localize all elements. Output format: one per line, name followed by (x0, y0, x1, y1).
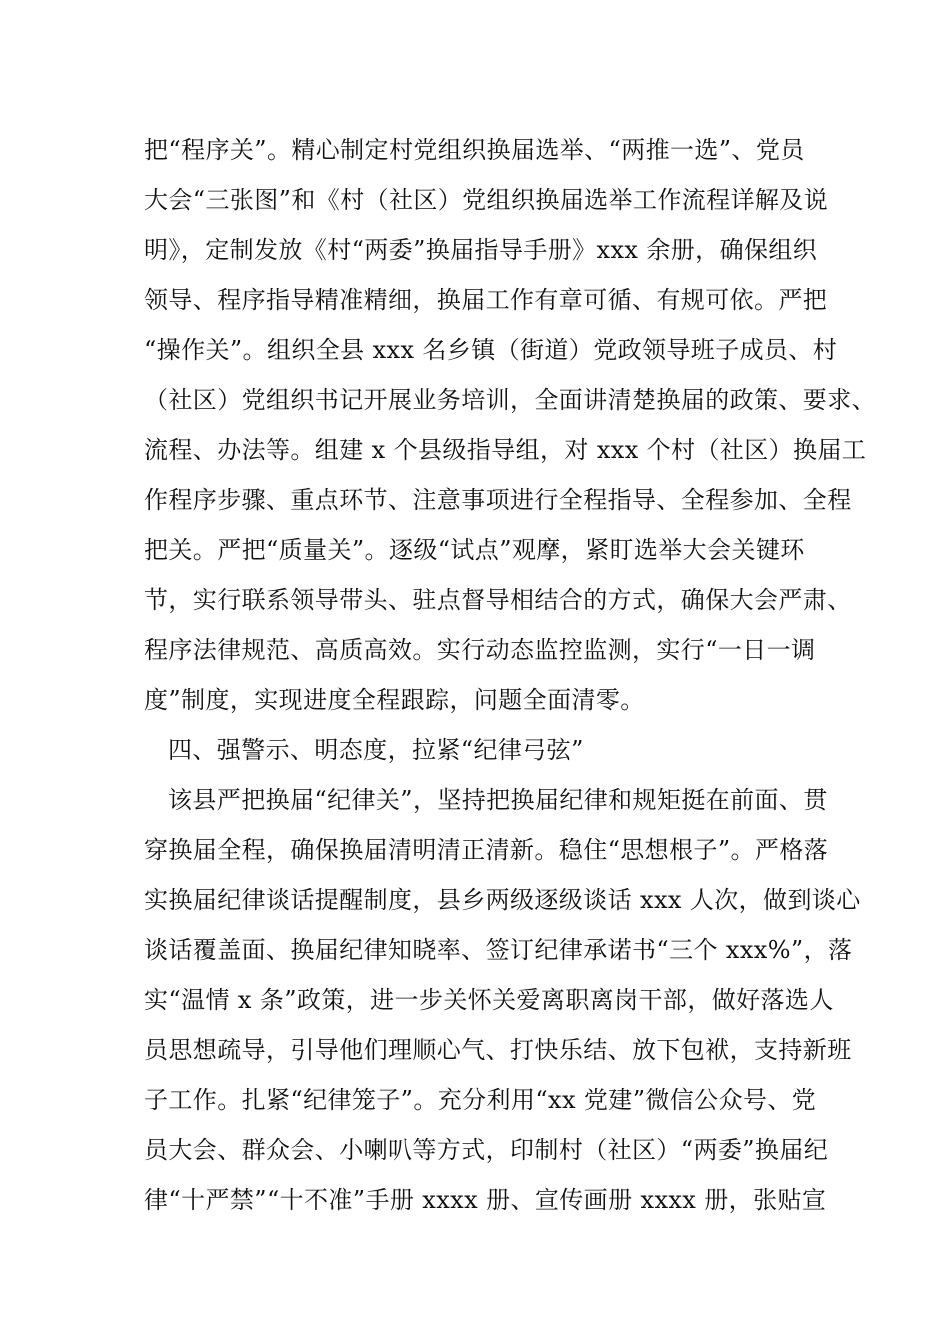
paragraph-line: 度”制度，实现进度全程跟踪，问题全面清零。 (144, 686, 645, 714)
paragraph-line: 作程序步骤、重点环节、注意事项进行全程指导、全程参加、全程 (144, 486, 852, 514)
paragraph-line: 子工作。扎紧“纪律笼子”。充分利用“xx 党建”微信公众号、党 (144, 1086, 817, 1114)
paragraph-line: 实“温情 x 条”政策，进一步关怀关爱离职离岗干部，做好落选人 (144, 986, 834, 1014)
paragraph-line: 大会“三张图”和《村（社区）党组织换届选举工作流程详解及说 (144, 186, 829, 214)
paragraph-line: （社区）党组织书记开展业务培训，全面讲清楚换届的政策、要求、 (144, 386, 876, 414)
paragraph-line: 明》，定制发放《村“两委”换届指导手册》xxx 余册，确保组织 (144, 236, 818, 264)
paragraph-line: 穿换届全程，确保换届清明清正清新。稳住“思想根子”。严格落 (144, 836, 829, 864)
paragraph-line: 流程、办法等。组建 x 个县级指导组，对 xxx 个村（社区）换届工 (144, 436, 867, 464)
paragraph-line: 领导、程序指导精准精细，换届工作有章可循、有规可依。严把 (144, 286, 828, 314)
paragraph-line: 把“程序关”。精心制定村党组织换届选举、“两推一选”、党员 (144, 136, 805, 164)
paragraph-line: 谈话覆盖面、换届纪律知晓率、签订纪律承诺书“三个 xxx%”，落 (144, 936, 853, 964)
paragraph-line: 该县严把换届“纪律关”，坚持把换届纪律和规矩挺在前面、贯 (168, 786, 828, 814)
paragraph-line: 员思想疏导，引导他们理顺心气、打快乐结、放下包袱，支持新班 (144, 1036, 852, 1064)
paragraph-line: 把关。严把“质量关”。逐级“试点”观摩，紧盯选举大会关键环 (144, 536, 805, 564)
section-heading: 四、强警示、明态度，拉紧“纪律弓弦” (168, 736, 584, 764)
paragraph-line: 节，实行联系领导带头、驻点督导相结合的方式，确保大会严肃、 (144, 586, 852, 614)
paragraph-line: 程序法律规范、高质高效。实行动态监控监测，实行“一日一调 (144, 636, 816, 664)
paragraph-line: 律“十严禁”“十不准”手册 xxxx 册、宣传画册 xxxx 册，张贴宣 (144, 1186, 827, 1214)
paragraph-line: “操作关”。组织全县 xxx 名乡镇（街道）党政领导班子成员、村 (144, 336, 838, 364)
paragraph-line: 实换届纪律谈话提醒制度，县乡两级逐级谈话 xxx 人次，做到谈心 (144, 886, 861, 914)
paragraph-line: 员大会、群众会、小喇叭等方式，印制村（社区）“两委”换届纪 (144, 1136, 829, 1164)
